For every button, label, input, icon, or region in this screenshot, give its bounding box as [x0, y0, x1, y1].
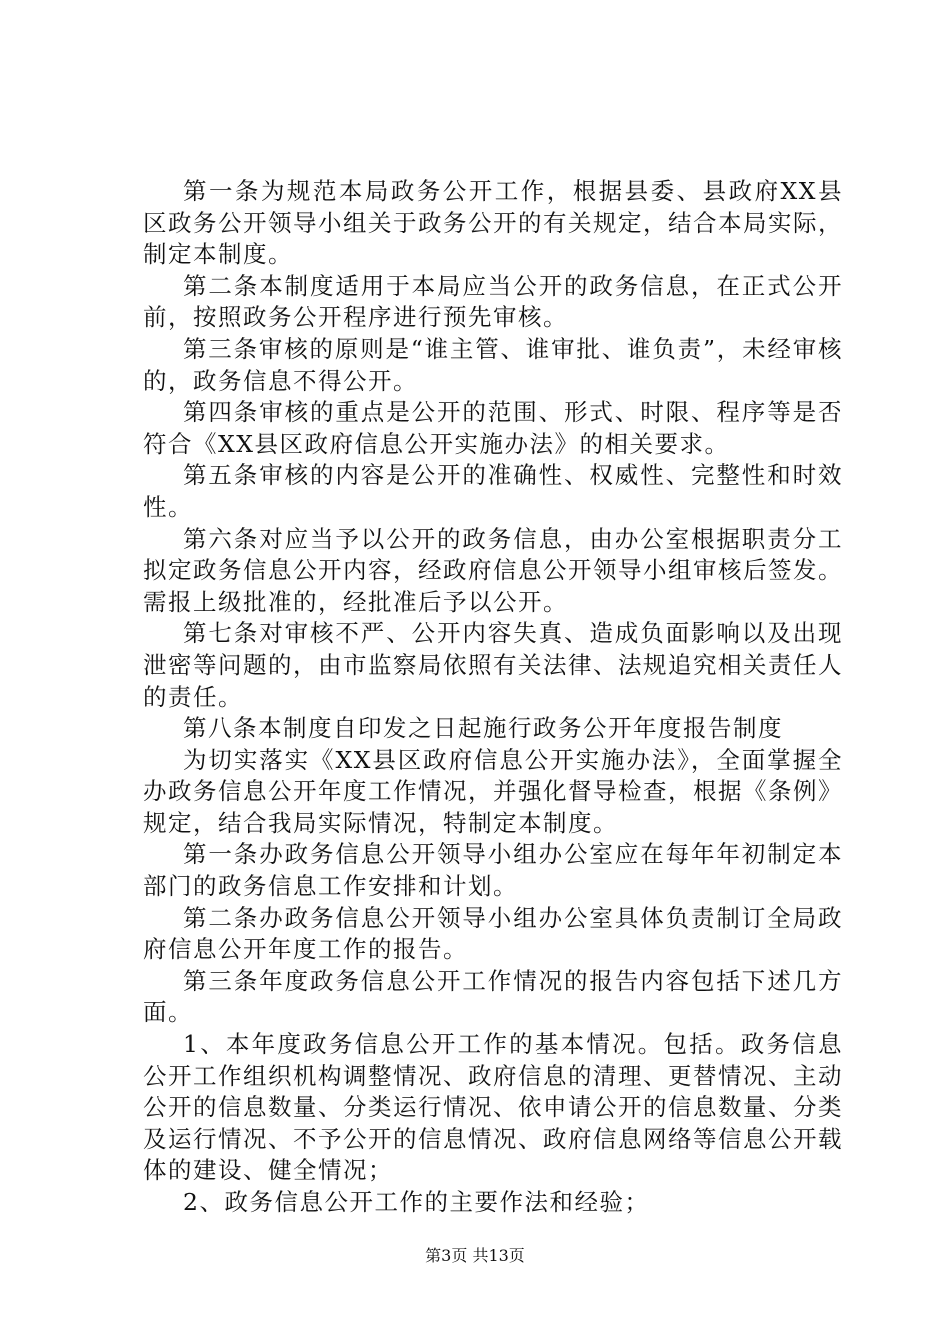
- paragraph: 第八条本制度自印发之日起施行政务公开年度报告制度: [183, 714, 783, 743]
- paragraph: 第七条对审核不严、公开内容失真、造成负面影响以及出现泄密等问题的，由市监察局依照有关法律、法规追究相关责任人的责任。: [143, 619, 843, 711]
- paragraph: 第二条办政务信息公开领导小组办公室具体负责制订全局政府信息公开年度工作的报告。: [143, 903, 843, 964]
- paragraph: 第三条审核的原则是“谁主管、谁审批、谁负责”，未经审核的，政务信息不得公开。: [143, 334, 843, 395]
- paragraph: 1、本年度政务信息公开工作的基本情况。包括。政务信息公开工作组织机构调整情况、政府信息的清理、更替情况、主动公开的信息数量、分类运行情况、依申请公开的信息数量、分类及运行情况、不予公开的信息情况、政府信息网络等信息公开载体的建设、健全情况；: [143, 1030, 843, 1185]
- paragraph: 第三条年度政务信息公开工作情况的报告内容包括下述几方面。: [143, 966, 843, 1027]
- page-number-footer: 第3页 共13页: [425, 1246, 525, 1265]
- paragraph: 2、政务信息公开工作的主要作法和经验；: [183, 1188, 650, 1216]
- document-body: [143, 176, 843, 1219]
- paragraph: 第一条办政务信息公开领导小组办公室应在每年年初制定本部门的政务信息工作安排和计划。: [143, 840, 843, 901]
- paragraph: 第四条审核的重点是公开的范围、形式、时限、程序等是否符合《XX县区政府信息公开实施办法》的相关要求。: [143, 398, 843, 458]
- paragraph: 为切实落实《XX县区政府信息公开实施办法》，全面掌握全办政务信息公开年度工作情况，并强化督导检查，根据《条例》规定，结合我局实际情况，特制定本制度。: [143, 745, 843, 837]
- paragraph: 第一条为规范本局政务公开工作，根据县委、县政府XX县区政务公开领导小组关于政务公开的有关规定，结合本局实际，制定本制度。: [143, 177, 843, 269]
- paragraph: 第六条对应当予以公开的政务信息，由办公室根据职责分工拟定政务信息公开内容，经政府信息公开领导小组审核后签发。需报上级批准的，经批准后予以公开。: [143, 524, 843, 616]
- paragraph: 第五条审核的内容是公开的准确性、权威性、完整性和时效性。: [143, 461, 843, 521]
- paragraph: 第二条本制度适用于本局应当公开的政务信息，在正式公开前，按照政务公开程序进行预先审核。: [143, 271, 843, 332]
